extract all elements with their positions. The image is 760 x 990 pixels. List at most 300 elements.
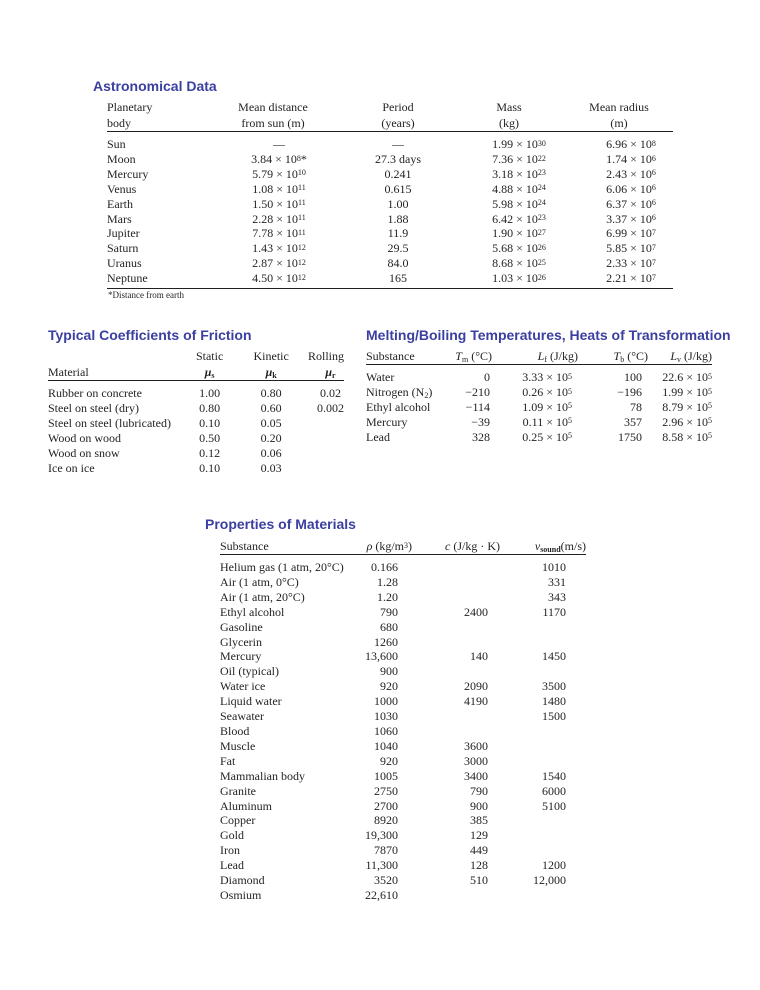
material-substance [220, 888, 352, 903]
materials-row [220, 739, 586, 754]
material-substance [220, 664, 352, 679]
value: 357 [624, 414, 642, 429]
melting-row [366, 400, 712, 415]
substance-text: Ethyl alcohol [220, 604, 285, 619]
friction-header-blank [48, 348, 180, 364]
material-substance [220, 813, 352, 828]
materials-row [220, 605, 586, 620]
mantissa: 1.09 × 10 [522, 399, 568, 414]
distance-mantissa: 7.78 × 10 [252, 226, 299, 241]
header-line: from sun (m) [241, 116, 305, 130]
friction-title: Typical Coefficients of Friction [48, 327, 252, 343]
header-line: (kg) [499, 116, 519, 130]
radius-mantissa: 5.85 × 10 [606, 241, 652, 256]
mu-subscript: s [211, 370, 215, 380]
materials-row [220, 724, 586, 739]
value: 2700 [374, 798, 398, 813]
radius-mantissa: 6.06 × 10 [606, 181, 652, 196]
melting-tb [578, 385, 648, 400]
astro-header-mass [453, 99, 565, 115]
astronomical-data-title: Astronomical Data [93, 78, 217, 94]
value: 343 [548, 589, 566, 604]
mantissa: 0.26 × 10 [522, 384, 568, 399]
period-text: 27.3 days [375, 151, 421, 166]
material-sound-speed [500, 590, 586, 605]
melting-header-tm [442, 348, 492, 365]
material-density [352, 590, 412, 605]
material-specific-heat [412, 754, 500, 769]
value: 0.002 [316, 400, 344, 415]
material-substance [220, 575, 352, 590]
planet-name-text: Mars [107, 211, 132, 226]
distance-mantissa: 4.50 × 10 [252, 271, 298, 286]
period [343, 226, 453, 241]
material-sound-speed [500, 769, 586, 784]
mean-distance [203, 212, 343, 227]
material-specific-heat [412, 799, 500, 814]
mu-subscript: k [272, 370, 277, 380]
substance-text: Gold [220, 828, 244, 843]
melting-lv [648, 385, 712, 400]
materials-row [220, 679, 586, 694]
astro-row [107, 167, 673, 182]
materials-row [220, 888, 586, 903]
value: 328 [472, 429, 490, 444]
substance-text: Lead [220, 858, 244, 873]
substance-text: Helium gas (1 atm, 20°C) [220, 560, 344, 574]
melting-lv [648, 430, 712, 445]
materials-row [220, 590, 586, 605]
astronomical-data-table [107, 99, 673, 289]
substance-text: Air (1 atm, 20°C) [220, 589, 305, 604]
mass-exponent: 23 [537, 213, 546, 223]
exponent: 5 [708, 416, 712, 426]
substance-text: Lead [366, 429, 390, 444]
mass [453, 212, 565, 227]
value: 0.06 [260, 445, 282, 460]
material-specific-heat [412, 858, 500, 873]
radius-exponent: 6 [651, 198, 656, 208]
radius-exponent: 7 [651, 272, 656, 282]
material-sound-speed [500, 620, 586, 635]
material-specific-heat [412, 575, 500, 590]
material-specific-heat [412, 888, 500, 903]
mass-mantissa: 3.18 × 10 [492, 166, 538, 181]
value: 1170 [542, 604, 566, 619]
value: 3520 [374, 873, 398, 888]
value: 100 [624, 370, 642, 384]
value: 1.20 [377, 589, 398, 604]
material-sound-speed [500, 649, 586, 664]
mu-symbol: μ [265, 365, 273, 379]
value: 22,610 [365, 887, 398, 902]
material-specific-heat [412, 769, 500, 784]
friction-material [48, 431, 180, 446]
mean-distance [203, 256, 343, 271]
value: 1010 [542, 560, 566, 574]
materials-row [220, 754, 586, 769]
planet-name [107, 271, 203, 286]
substance-text: Seawater [220, 709, 264, 724]
value: −196 [617, 384, 642, 399]
radius-mantissa: 2.43 × 10 [606, 166, 652, 181]
mass [453, 167, 565, 182]
friction-static [180, 386, 240, 401]
melting-lv [648, 400, 712, 415]
mass-exponent: 24 [537, 198, 546, 208]
period-text: 0.615 [384, 181, 412, 196]
melting-lf [492, 370, 578, 385]
friction-rolling [303, 401, 344, 416]
period [343, 152, 453, 167]
symbol: T [455, 349, 462, 363]
material-substance [220, 828, 352, 843]
material-density [352, 888, 412, 903]
c-symbol: c [445, 539, 451, 553]
symbol: L [670, 349, 677, 363]
value: 0.03 [260, 460, 282, 475]
header-line: (years) [381, 116, 415, 130]
mu-symbol: μ [204, 365, 212, 379]
substance-text: Water ice [220, 679, 266, 694]
symbol: L [537, 349, 545, 363]
header-line: Period [382, 100, 414, 114]
friction-header-kinetic: Kinetic [253, 349, 289, 363]
substance-text: Muscle [220, 738, 256, 753]
mass [453, 241, 565, 256]
friction-rolling [303, 461, 344, 476]
melting-tm [442, 385, 492, 400]
friction-header-rolling: Rolling [307, 349, 344, 363]
substance-text: Nitrogen (N [366, 384, 425, 399]
planet-name [107, 167, 203, 182]
radius-exponent: 8 [651, 138, 656, 148]
mass-exponent: 26 [537, 272, 546, 282]
material-text: Steel on steel (lubricated) [48, 415, 171, 430]
friction-rows [48, 386, 344, 475]
material-substance [220, 694, 352, 709]
material-density [352, 694, 412, 709]
melting-lf [492, 400, 578, 415]
period-text: 11.9 [387, 226, 409, 241]
distance-mantissa: — [273, 137, 285, 151]
exponent: 3 [404, 540, 408, 550]
header-line: body [107, 116, 131, 130]
planet-name [107, 182, 203, 197]
friction-row [48, 446, 344, 461]
value: 1480 [542, 694, 566, 709]
value: 900 [380, 664, 398, 679]
mantissa: 0.11 × 10 [522, 414, 568, 429]
value: 0.80 [260, 386, 282, 400]
materials-row [220, 560, 586, 575]
substance-tail: ) [428, 384, 433, 399]
value: 0.12 [199, 445, 221, 460]
value: 1540 [542, 768, 566, 783]
material-text: Wood on snow [48, 445, 120, 460]
distance-mantissa: 1.08 × 10 [252, 181, 299, 196]
mean-radius [565, 182, 673, 197]
exponent: 5 [708, 386, 712, 396]
planet-name-text: Jupiter [107, 226, 140, 241]
mass [453, 226, 565, 241]
material-specific-heat [412, 873, 500, 888]
value: 1.28 [377, 574, 398, 589]
substance-text: Mammalian body [220, 768, 305, 783]
value: 1005 [374, 768, 398, 783]
mantissa: 2.96 × 10 [662, 414, 708, 429]
material-density [352, 664, 412, 679]
melting-header-tb [578, 348, 648, 365]
material-specific-heat [412, 828, 500, 843]
friction-header-mu-k [239, 364, 303, 381]
mass-exponent: 25 [537, 257, 546, 267]
planet-name-text: Moon [107, 151, 136, 166]
material-specific-heat [412, 843, 500, 858]
mass-exponent: 23 [537, 168, 546, 178]
distance-exponent: 12 [297, 272, 306, 282]
friction-kinetic [239, 386, 303, 401]
material-substance [220, 858, 352, 873]
planet-name [107, 226, 203, 241]
radius-mantissa: 3.37 × 10 [606, 211, 652, 226]
period [343, 167, 453, 182]
value: 0.20 [260, 430, 282, 445]
astro-row [107, 271, 673, 286]
material-density [352, 724, 412, 739]
exponent: 5 [708, 401, 712, 411]
radius-exponent: 7 [651, 257, 656, 267]
value: 1500 [542, 709, 566, 724]
materials-row [220, 843, 586, 858]
value: 13,600 [365, 649, 398, 664]
material-sound-speed [500, 754, 586, 769]
value: 5100 [542, 798, 566, 813]
melting-header-lv [648, 348, 712, 365]
material-text: Steel on steel (dry) [48, 400, 139, 415]
material-sound-speed [500, 724, 586, 739]
substance-text: Copper [220, 813, 256, 828]
unit-close: ) [408, 539, 412, 553]
material-specific-heat [412, 784, 500, 799]
value: 78 [630, 399, 642, 414]
distance-exponent: 11 [298, 213, 306, 223]
friction-rolling [303, 386, 344, 401]
astro-header-radius [565, 99, 673, 115]
distance-exponent: 10 [297, 168, 306, 178]
material-sound-speed [500, 560, 586, 575]
material-text: Rubber on concrete [48, 386, 142, 400]
material-sound-speed [500, 694, 586, 709]
substance-text: Mercury [220, 649, 262, 664]
friction-kinetic [239, 446, 303, 461]
astro-row [107, 137, 673, 152]
substance-text: Granite [220, 783, 256, 798]
value: 385 [470, 813, 488, 828]
radius-mantissa: 6.96 × 10 [606, 137, 652, 151]
material-specific-heat [412, 739, 500, 754]
material-sound-speed [500, 843, 586, 858]
material-sound-speed [500, 635, 586, 650]
melting-lf [492, 385, 578, 400]
unit: (J/kg · K) [450, 539, 500, 553]
material-density [352, 858, 412, 873]
material-density [352, 605, 412, 620]
friction-static [180, 416, 240, 431]
mu-symbol: μ [325, 365, 333, 379]
exponent: 5 [568, 401, 572, 411]
mean-distance [203, 197, 343, 212]
value: 128 [470, 858, 488, 873]
melting-substance [366, 415, 442, 430]
melting-lv [648, 370, 712, 385]
materials-title: Properties of Materials [205, 516, 356, 532]
materials-header-density [352, 538, 412, 555]
material-specific-heat [412, 590, 500, 605]
mean-distance [203, 271, 343, 286]
mass-exponent: 26 [537, 242, 546, 252]
melting-header-substance: Substance [366, 348, 442, 365]
symbol: T [613, 349, 621, 363]
material-sound-speed [500, 799, 586, 814]
substance-text: Liquid water [220, 694, 282, 709]
substance-text: Gasoline [220, 619, 263, 634]
astro-header-body [107, 99, 203, 115]
value: 1450 [542, 649, 566, 664]
materials-row [220, 664, 586, 679]
value: 0.10 [199, 415, 221, 430]
distance-footnote-mark: * [300, 151, 307, 166]
materials-rows [220, 560, 586, 903]
period [343, 241, 453, 256]
value: 920 [380, 679, 398, 694]
subscript: sound [540, 544, 561, 554]
material-sound-speed [500, 828, 586, 843]
material-density [352, 575, 412, 590]
materials-row [220, 813, 586, 828]
value: 0.80 [199, 400, 221, 415]
substance-text: Blood [220, 723, 250, 738]
radius-mantissa: 6.37 × 10 [606, 196, 652, 211]
materials-row [220, 799, 586, 814]
material-density [352, 635, 412, 650]
distance-mantissa: 1.50 × 10 [252, 196, 299, 211]
friction-static [180, 461, 240, 476]
astro-header-distance [203, 99, 343, 115]
friction-row [48, 431, 344, 446]
melting-table [366, 348, 712, 445]
period [343, 256, 453, 271]
mean-radius [565, 212, 673, 227]
value: 6000 [542, 783, 566, 798]
value: 2400 [464, 604, 488, 619]
substance-text: Iron [220, 843, 240, 858]
mantissa: 8.58 × 10 [662, 429, 708, 444]
material-substance [220, 724, 352, 739]
melting-substance [366, 385, 442, 400]
friction-row [48, 461, 344, 476]
materials-row [220, 694, 586, 709]
friction-header-material: Material [48, 364, 180, 381]
value: 3500 [542, 679, 566, 694]
friction-material [48, 401, 180, 416]
rho-symbol: ρ [366, 539, 373, 553]
distance-mantissa: 2.87 × 10 [252, 256, 298, 271]
materials-row [220, 858, 586, 873]
exponent: 5 [568, 371, 572, 381]
value: 680 [380, 619, 398, 634]
header-line: Mean radius [589, 100, 649, 114]
mean-radius [565, 241, 673, 256]
radius-mantissa: 2.33 × 10 [606, 256, 652, 271]
materials-row [220, 769, 586, 784]
material-sound-speed [500, 575, 586, 590]
astro-row [107, 182, 673, 197]
melting-tm [442, 400, 492, 415]
materials-row [220, 649, 586, 664]
material-sound-speed [500, 739, 586, 754]
period-text: 165 [389, 271, 407, 286]
material-specific-heat [412, 709, 500, 724]
distance-exponent: 12 [297, 257, 306, 267]
exponent: 5 [568, 386, 572, 396]
mass [453, 271, 565, 286]
substance-subscript: 2 [424, 390, 429, 400]
substance-text: Fat [220, 753, 236, 768]
value: 790 [470, 783, 488, 798]
planet-name-text: Neptune [107, 271, 148, 286]
value: −39 [471, 414, 490, 429]
substance-text: Ethyl alcohol [366, 399, 431, 414]
value: 0.60 [260, 400, 282, 415]
material-density [352, 560, 412, 575]
planet-name-text: Earth [107, 196, 133, 211]
unit: (m/s) [560, 539, 586, 553]
mantissa: 3.33 × 10 [522, 370, 568, 384]
materials-row [220, 635, 586, 650]
materials-header-sound-speed [500, 538, 586, 555]
distance-exponent: 11 [298, 228, 306, 238]
period-text: — [392, 137, 404, 151]
melting-tb [578, 400, 648, 415]
value: 0.05 [260, 415, 282, 430]
friction-kinetic [239, 416, 303, 431]
material-density [352, 799, 412, 814]
melting-substance [366, 430, 442, 445]
mass-mantissa: 4.88 × 10 [492, 181, 538, 196]
mass-mantissa: 1.99 × 10 [492, 137, 538, 151]
astro-header-body-2 [107, 115, 203, 132]
friction-row [48, 416, 344, 431]
material-sound-speed [500, 858, 586, 873]
v-symbol: v [534, 539, 541, 553]
melting-row [366, 430, 712, 445]
mean-distance [203, 152, 343, 167]
value: 3600 [464, 738, 488, 753]
planet-name-text: Uranus [107, 256, 142, 271]
material-specific-heat [412, 664, 500, 679]
header-line: Planetary [107, 100, 153, 114]
header-line: Mass [496, 100, 522, 114]
distance-exponent: 12 [297, 242, 306, 252]
melting-header-lf [492, 348, 578, 365]
material-density [352, 649, 412, 664]
astro-row [107, 212, 673, 227]
mean-radius [565, 152, 673, 167]
material-substance [220, 769, 352, 784]
mass [453, 256, 565, 271]
distance-mantissa: 3.84 × 10 [251, 151, 297, 166]
